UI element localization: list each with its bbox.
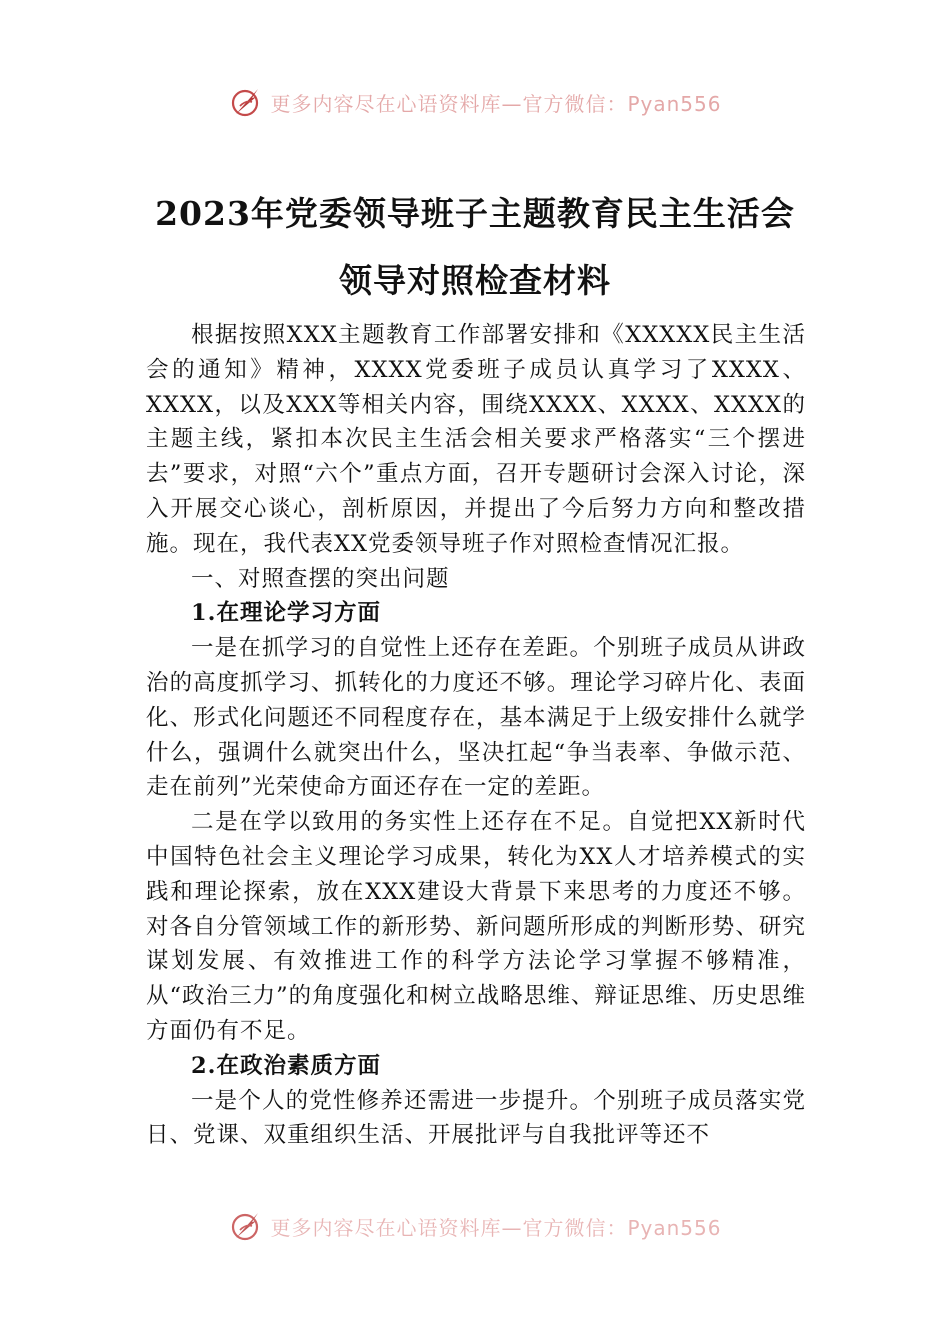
document-body (146, 318, 806, 1153)
section1-heading: 一、对照查摆的突出问题 (191, 565, 450, 592)
subsection2-paragraph1: 一是个人的党性修养还需进一步提升。个别班子成员落实党日、党课、双重组织生活、开展批评与自我批评等还不 (146, 1087, 806, 1149)
document-title-line2: 领导对照检查材料 (339, 261, 611, 300)
watermark-banner-bottom (0, 1206, 950, 1246)
subsection1-paragraph2: 二是在学以致用的务实性上还存在不足。自觉把XX新时代中国特色社会主义理论学习成果，转化为XX人才培养模式的实践和理论探索，放在XXX建设大背景下来思考的力度还不够。对各自分管领域工作的新形势、新问题所形成的判断形势、研究谋划发展、有效推进工作的科学方法论学习掌握不够精准，从“政治三力”的角度强化和树立战略思维、辩证思维、历史思维方面仍有不足。 (146, 809, 806, 1044)
intro-paragraph: 根据按照XXX主题教育工作部署安排和《XXXXX民主生活会的通知》精神，XXXX党委班子成员认真学习了XXXX、XXXX，以及XXX等相关内容，围绕XXXX、XXXX、XXXX的主题主线，紧扣本次民主生活会相关要求严格落实“三个摆进去”要求，对照“六个”重点方面，召开专题研讨会深入讨论，深入开展交心谈心，剖析原因，并提出了今后努力方向和整改措施。现在，我代表XX党委领导班子作对照检查情况汇报。 (146, 322, 806, 557)
subsection1-paragraph1: 一是在抓学习的自觉性上还存在差距。个别班子成员从讲政治的高度抓学习、抓转化的力度还不够。理论学习碎片化、表面化、形式化问题还不同程度存在，基本满足于上级安排什么就学什么，强调什么就突出什么，坚决扛起“争当表率、争做示范、走在前列”光荣使命方面还存在一定的差距。 (146, 635, 806, 801)
document-title-line1: 2023年党委领导班子主题教育民主生活会 (155, 194, 795, 233)
quill-logo-icon (228, 1208, 264, 1244)
watermark-text: 更多内容尽在心语资料库—官方微信：Pyan556 (270, 91, 722, 116)
quill-logo-icon (228, 84, 264, 120)
subsection1-heading: 1.在理论学习方面 (191, 600, 381, 627)
subsection2-heading: 2.在政治素质方面 (191, 1052, 381, 1079)
watermark-banner-top (0, 82, 950, 122)
watermark-text: 更多内容尽在心语资料库—官方微信：Pyan556 (270, 1215, 722, 1240)
